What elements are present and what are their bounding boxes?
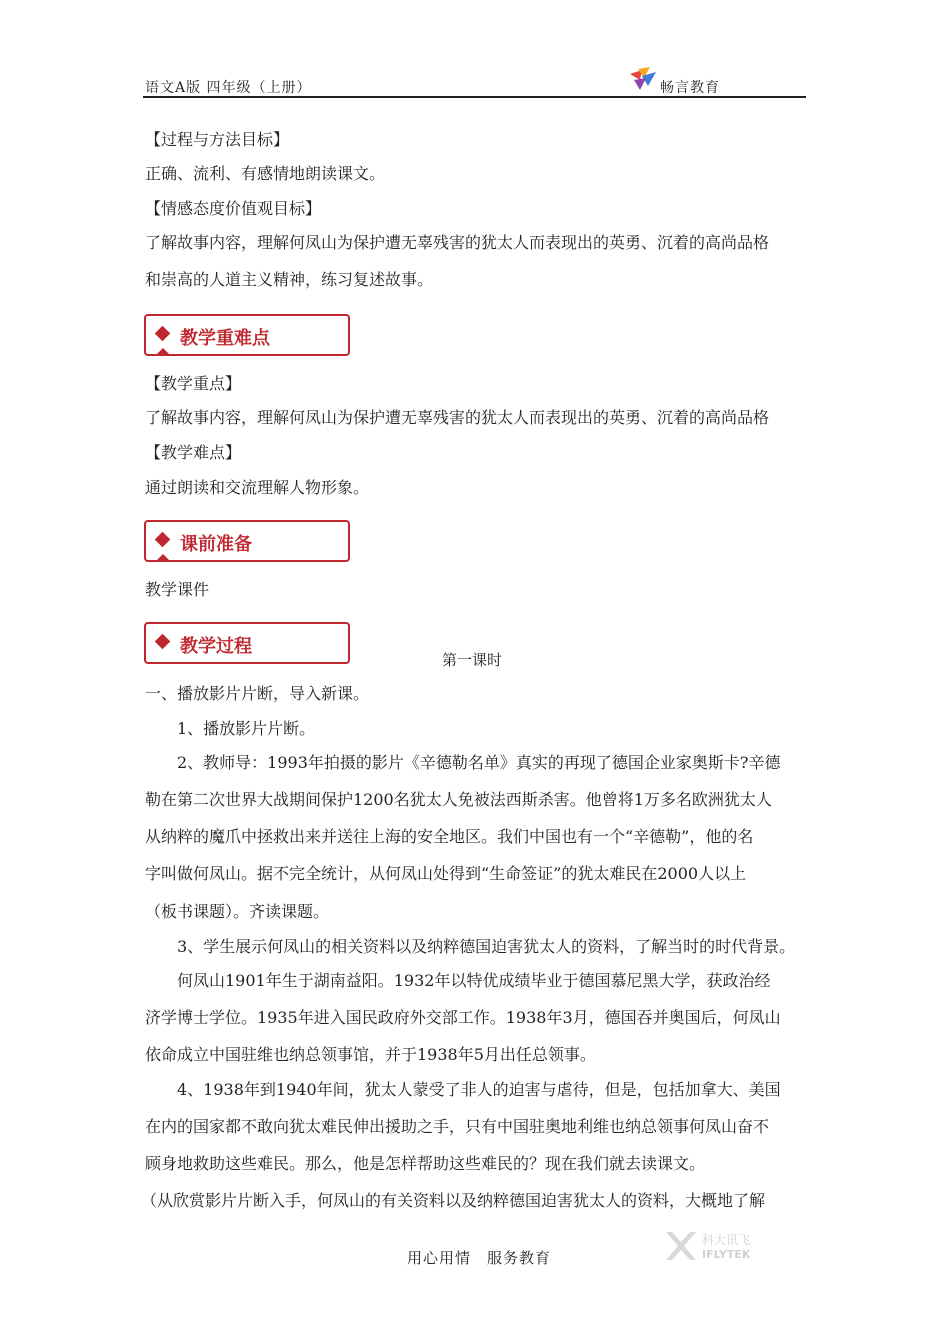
- heading-emotion-goal: 【情感态度价值观目标】: [145, 199, 322, 218]
- paragraph: 1、播放影片片断。: [177, 719, 316, 738]
- paragraph: 字叫做何凤山。据不完全统计，从何凤山处得到“生命签证”的犹太难民在2000人以上: [145, 864, 747, 883]
- header-brand: 畅言教育: [660, 80, 720, 96]
- section-teaching-process: [144, 622, 350, 664]
- heading-process-goal: 【过程与方法目标】: [145, 130, 290, 149]
- section-title: 教学过程: [180, 636, 252, 657]
- triangle-icon: [156, 348, 170, 355]
- heading-teaching-difficulty: 【教学难点】: [145, 443, 242, 462]
- paragraph: 何凤山1901年生于湖南益阳。1932年以特优成绩毕业于德国慕尼黑大学，获政治经: [177, 971, 771, 990]
- diamond-icon: [155, 532, 171, 548]
- watermark-cn: 科大讯飞: [702, 1233, 751, 1247]
- paragraph: 通过朗读和交流理解人物形象。: [145, 478, 370, 497]
- paragraph: （从欣赏影片片断入手，何凤山的有关资料以及纳粹德国迫害犹太人的资料，大概地了解: [141, 1191, 766, 1210]
- paragraph: 顾身地救助这些难民。那么，他是怎样帮助这些难民的？现在我们就去读课文。: [145, 1154, 706, 1173]
- paragraph: 了解故事内容，理解何凤山为保护遭无辜残害的犹太人而表现出的英勇、沉着的高尚品格: [145, 233, 770, 252]
- triangle-icon: [156, 554, 170, 561]
- iflytek-watermark-icon: [662, 1228, 772, 1264]
- header-divider: [143, 96, 806, 98]
- paragraph: 2、教师导：1993年拍摄的影片《辛德勒名单》真实的再现了德国企业家奥斯卡?辛德: [177, 753, 781, 772]
- paragraph: 3、学生展示何凤山的相关资料以及纳粹德国迫害犹太人的资料，了解当时的时代背景。: [177, 937, 796, 956]
- paragraph: （板书课题）。齐读课题。: [145, 902, 330, 921]
- watermark-en: IFLYTEK: [702, 1248, 751, 1261]
- heading-teaching-focus: 【教学重点】: [145, 374, 242, 393]
- paragraph: 依命成立中国驻维也纳总领事馆，并于1938年5月出任总领事。: [145, 1045, 596, 1064]
- paragraph: 勒在第二次世界大战期间保护1200名犹太人免被法西斯杀害。他曾将1万多名欧洲犹太人: [145, 790, 772, 809]
- lesson-label: 第一课时: [442, 651, 503, 669]
- changyan-logo-icon: [628, 66, 658, 92]
- paragraph: 济学博士学位。1935年进入国民政府外交部工作。1938年3月，德国吞并奥国后，何凤山: [145, 1008, 781, 1027]
- section-preparation: [144, 520, 350, 562]
- paragraph: 教学课件: [145, 580, 210, 599]
- header-title: 语文A版 四年级（上册）: [145, 80, 312, 96]
- section-key-points: [144, 314, 350, 356]
- paragraph: 一、播放影片片断，导入新课。: [145, 684, 370, 703]
- section-title: 课前准备: [180, 534, 252, 555]
- diamond-icon: [155, 326, 171, 342]
- paragraph: 4、1938年到1940年间，犹太人蒙受了非人的迫害与虐待，但是，包括加拿大、美国: [177, 1080, 781, 1099]
- paragraph: 正确、流利、有感情地朗读课文。: [145, 164, 386, 183]
- paragraph: 了解故事内容，理解何凤山为保护遭无辜残害的犹太人而表现出的英勇、沉着的高尚品格: [145, 408, 770, 427]
- footer-slogan: 用心用情 服务教育: [407, 1249, 552, 1267]
- paragraph: 和崇高的人道主义精神，练习复述故事。: [145, 270, 434, 289]
- diamond-icon: [155, 634, 171, 650]
- paragraph: 在内的国家都不敢向犹太难民伸出援助之手，只有中国驻奥地利维也纳总领事何凤山奋不: [145, 1117, 770, 1136]
- section-title: 教学重难点: [180, 328, 270, 349]
- paragraph: 从纳粹的魔爪中拯救出来并送往上海的安全地区。我们中国也有一个“辛德勒”，他的名: [145, 827, 754, 846]
